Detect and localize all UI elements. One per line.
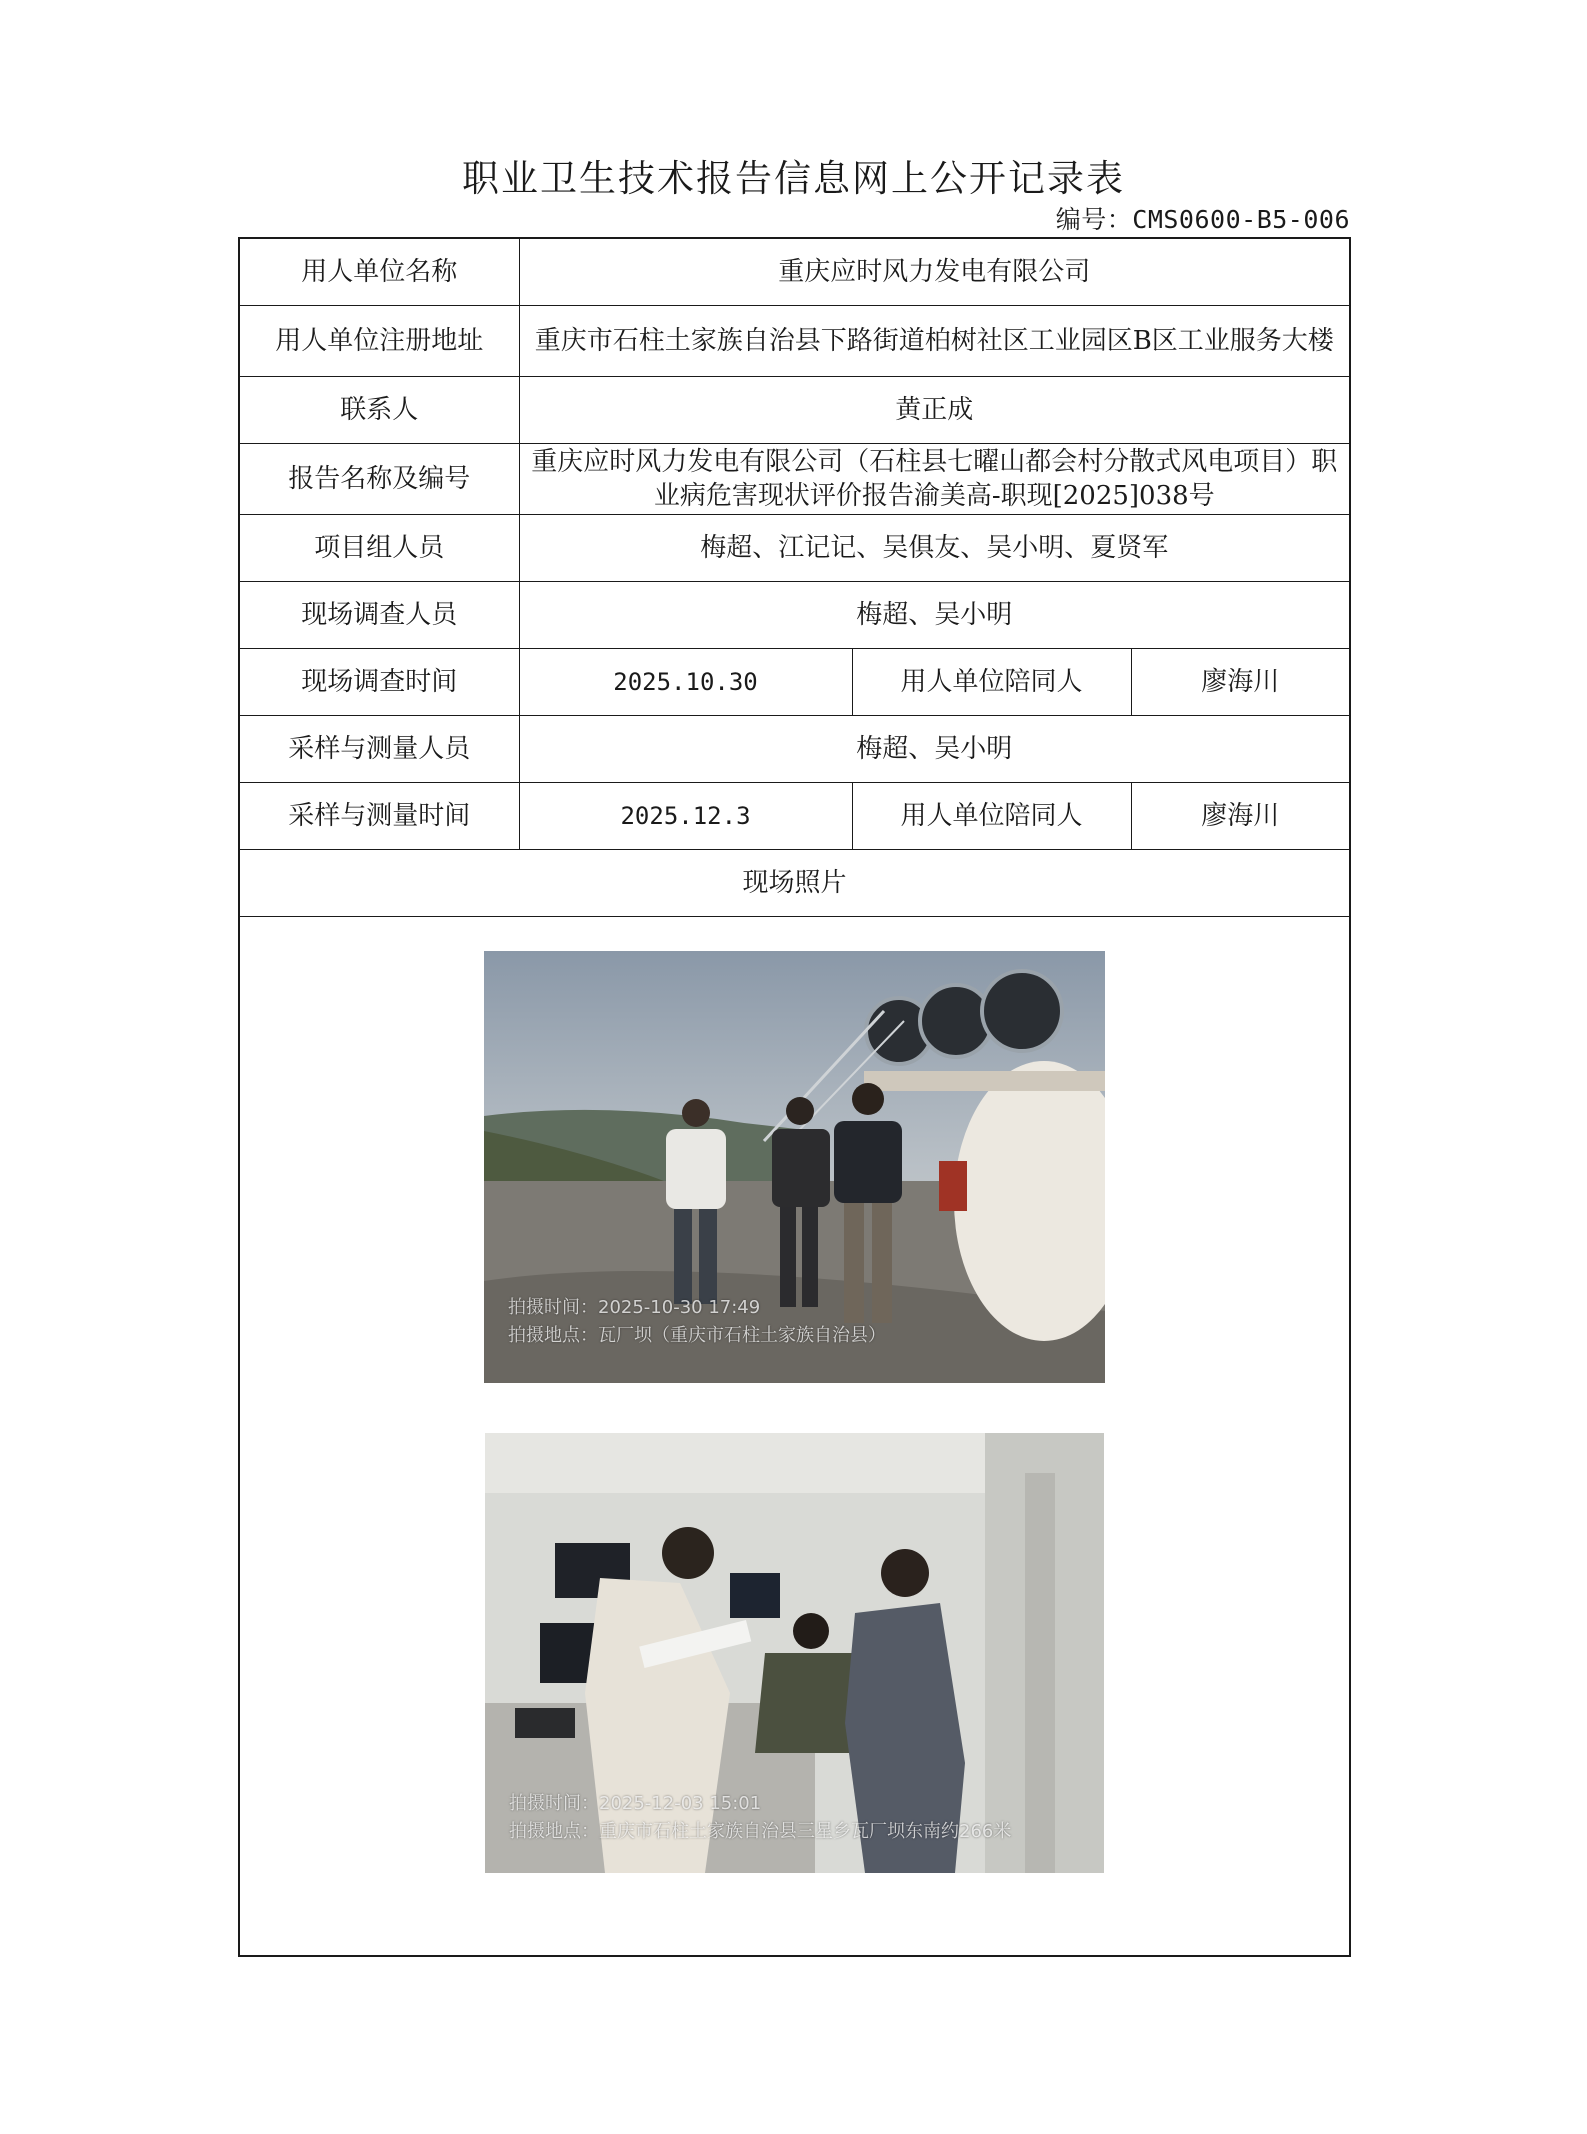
row-report: [239, 444, 1350, 515]
sampling-staff-label: 采样与测量人员: [239, 716, 519, 783]
sampling-escort-value: 廖海川: [1131, 783, 1350, 850]
site-photo-outdoor: [484, 951, 1105, 1383]
document-title: 职业卫生技术报告信息网上公开记录表: [462, 157, 1125, 200]
outdoor-photo-place-stamp: 拍摄地点：瓦厂坝（重庆市石柱土家族自治县）: [508, 1325, 886, 1346]
sampling-time-value: 2025.12.3: [519, 783, 852, 850]
site-photo-indoor: [485, 1433, 1104, 1873]
record-table: [238, 237, 1351, 1957]
row-photos-header: [239, 850, 1350, 917]
contact-value: 黄正成: [519, 377, 1350, 444]
document-number: 编号：CMS0600-B5-006: [1055, 205, 1350, 234]
survey-time-label: 现场调查时间: [239, 649, 519, 716]
employer-name-label: 用人单位名称: [239, 238, 519, 306]
photos-label: 现场照片: [239, 850, 1350, 917]
sampling-staff-value: 梅超、吴小明: [519, 716, 1350, 783]
row-sampling-staff: [239, 716, 1350, 783]
survey-escort-value: 廖海川: [1131, 649, 1350, 716]
row-sampling-time: [239, 783, 1350, 850]
row-contact: [239, 377, 1350, 444]
report-value: 重庆应时风力发电有限公司（石柱县七曜山都会村分散式风电项目）职业病危害现状评价报告渝美高-职现[2025]038号: [519, 444, 1350, 515]
team-label: 项目组人员: [239, 515, 519, 582]
employer-address-value: 重庆市石柱土家族自治县下路街道柏树社区工业园区B区工业服务大楼: [519, 306, 1350, 377]
row-survey-time: [239, 649, 1350, 716]
survey-escort-label: 用人单位陪同人: [852, 649, 1131, 716]
indoor-photo-time-stamp: 拍摄时间：2025-12-03 15:01: [509, 1793, 762, 1814]
sampling-time-label: 采样与测量时间: [239, 783, 519, 850]
survey-staff-label: 现场调查人员: [239, 582, 519, 649]
row-survey-staff: [239, 582, 1350, 649]
photos-cell: [239, 917, 1350, 1957]
row-employer-name: [239, 238, 1350, 306]
survey-time-value: 2025.10.30: [519, 649, 852, 716]
team-value: 梅超、江记记、吴俱友、吴小明、夏贤军: [519, 515, 1350, 582]
sampling-escort-label: 用人单位陪同人: [852, 783, 1131, 850]
employer-address-label: 用人单位注册地址: [239, 306, 519, 377]
row-photos: [239, 917, 1350, 1957]
row-employer-address: [239, 306, 1350, 377]
contact-label: 联系人: [239, 377, 519, 444]
indoor-photo-place-stamp: 拍摄地点：重庆市石柱土家族自治县三星乡瓦厂坝东南约266米: [509, 1821, 1012, 1842]
outdoor-photo-time-stamp: 拍摄时间：2025-10-30 17:49: [508, 1297, 761, 1318]
row-team: [239, 515, 1350, 582]
survey-staff-value: 梅超、吴小明: [519, 582, 1350, 649]
report-label: 报告名称及编号: [239, 444, 519, 515]
employer-name-value: 重庆应时风力发电有限公司: [519, 238, 1350, 306]
